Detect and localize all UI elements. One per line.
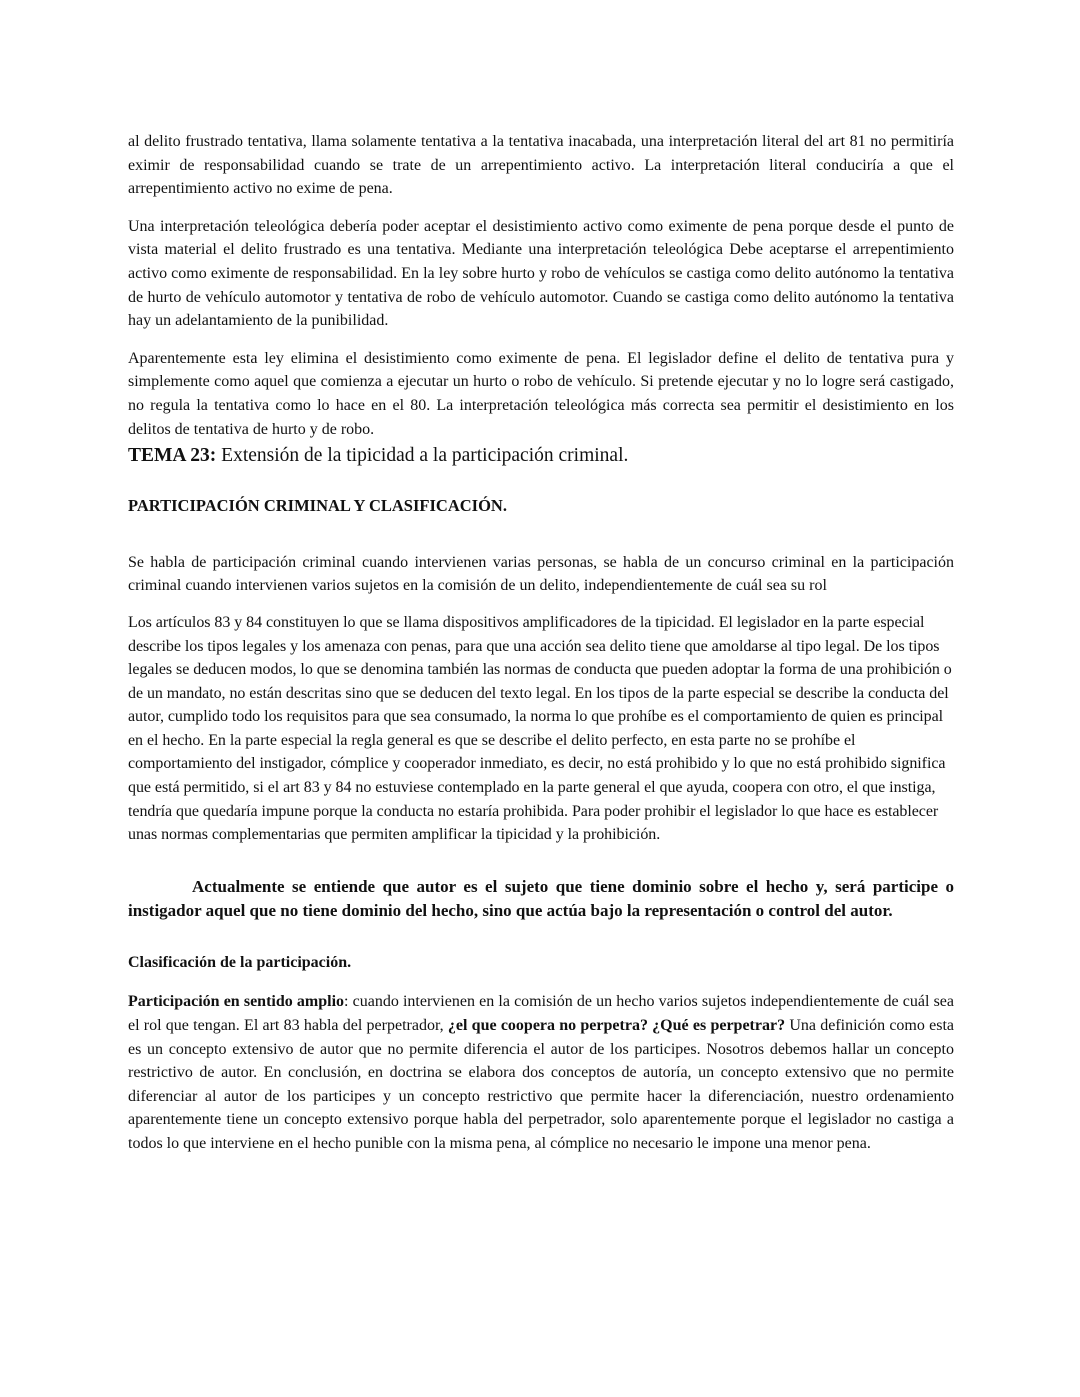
paragraph-ley-hurto-robo: Aparentemente esta ley elimina el desistimiento como eximente de pena. El legislador define el delito de tentativa pura y simplemente como aquel que comienza a ejecutar un hurto o robo de vehículo. Si pretende ejecutar y no lo logre será castigado, no regula la tentativa como lo hace en el 80. La interpretación teleológica más correcta sea permitir el desistimiento en los delitos de tentativa de hurto y de robo. (128, 349, 954, 438)
term-label: Participación en sentido amplio (128, 993, 345, 1011)
paragraph-sentido-amplio (128, 990, 954, 1155)
text-segment: : cuando intervienen en la comisión de un hecho varios sujetos independientemente de cuál sea el rol que tengan. El art 83 habla del perpetrador, (128, 993, 955, 1035)
topic-text: Extensión de la tipicidad a la participación criminal. (216, 445, 629, 467)
paragraph-interpretacion-teleologica: Una interpretación teleológica debería poder aceptar el desistimiento activo como eximente de pena porque desde el punto de vista material el delito frustrado es una tentativa. Mediante una interpretación teleológica Debe aceptarse el arrepentimiento activo como eximente de responsabilidad. En la ley sobre hurto y robo de vehículos se castiga como delito autónomo la tentativa de hurto de vehículo automotor y tentativa de robo de vehículo automotor. Cuando se castiga como delito autónomo la tentativa hay un adelantamiento de la punibilidad. (128, 217, 954, 330)
topic-label: TEMA 23: (128, 445, 217, 467)
bold-question: ¿el que coopera no perpetra? ¿Qué es perpetrar? (447, 1017, 786, 1035)
paragraph-articulos-83-84: Los artículos 83 y 84 constituyen lo que se llama dispositivos amplificadores de la tipicidad. El legislador en la parte especial describe los tipos legales y los amenaza con penas, para que una acción sea delito tiene que amoldarse al tipo legal. De los tipos legales se deducen modos, lo que se denomina también las normas de conducta que pueden adoptar la forma de una prohibición o de un mandato, no están descritas sino que se deducen del texto legal. En los tipos de la parte especial se describe la conducta del autor, cumplido todo los requisitos para que sea consumado, la norma lo que prohíbe es el comportamiento de quien es principal en el hecho. En la parte especial la regla general es que se describe el delito perfecto, en esta parte no se prohíbe el comportamiento del instigador, cómplice y cooperador inmediato, es decir, no está prohibido y lo que no está prohibido significa que está permitido, si el art 83 y 84 no estuviese contemplado en la parte general el que ayuda, coopera con otro, el que instiga, tendría que quedaría impune porque la conducta no estaría prohibida. Para poder prohibir el legislador lo que hace es establecer unas normas complementarias que permiten amplificar la tipicidad y la prohibición. (128, 613, 952, 844)
text-segment: Una definición como esta es un concepto extensivo de autor que no permite diferencia el autor de los participes. Nosotros debemos hallar un concepto restrictivo de autor. En conclusión, en doctrina se elabora dos conceptos de autoría, un concepto extensivo que no permite diferenciar al autor de los participes y un concepto restrictivo que permite hacer la diferenciación, nuestro ordenamiento aparentemente tiene un concepto extensivo porque habla del perpetrador, solo aparentemente porque el legislador no castiga a todos lo que interviene en el hecho punible con la misma pena, al cómplice no necesario le impone una menor pena. (128, 1017, 954, 1152)
subsection-heading: Clasificación de la participación. (128, 953, 352, 971)
section-heading: PARTICIPACIÓN CRIMINAL Y CLASIFICACIÓN. (128, 496, 507, 516)
document-page (128, 130, 954, 1156)
paragraph-tentativa-literal: al delito frustrado tentativa, llama solamente tentativa a la tentativa inacabada, una interpretación literal del art 81 no permitiría eximir de responsabilidad cuando se trate de un arrepentimiento activo. La interpretación literal conduciría a que el arrepentimiento activo no exime de pena. (128, 133, 954, 198)
topic-title (128, 443, 954, 469)
paragraph-participacion-definicion: Se habla de participación criminal cuando intervienen varias personas, se habla de un concurso criminal en la participación criminal cuando intervienen varios sujetos en la comisión de un delito, independientemente de cuál sea su rol (128, 553, 954, 595)
paragraph-autor-dominio: Actualmente se entiende que autor es el sujeto que tiene dominio sobre el hecho y, será participe o instigador aquel que no tiene dominio del hecho, sino que actúa bajo la representación o control del autor. (128, 876, 954, 920)
